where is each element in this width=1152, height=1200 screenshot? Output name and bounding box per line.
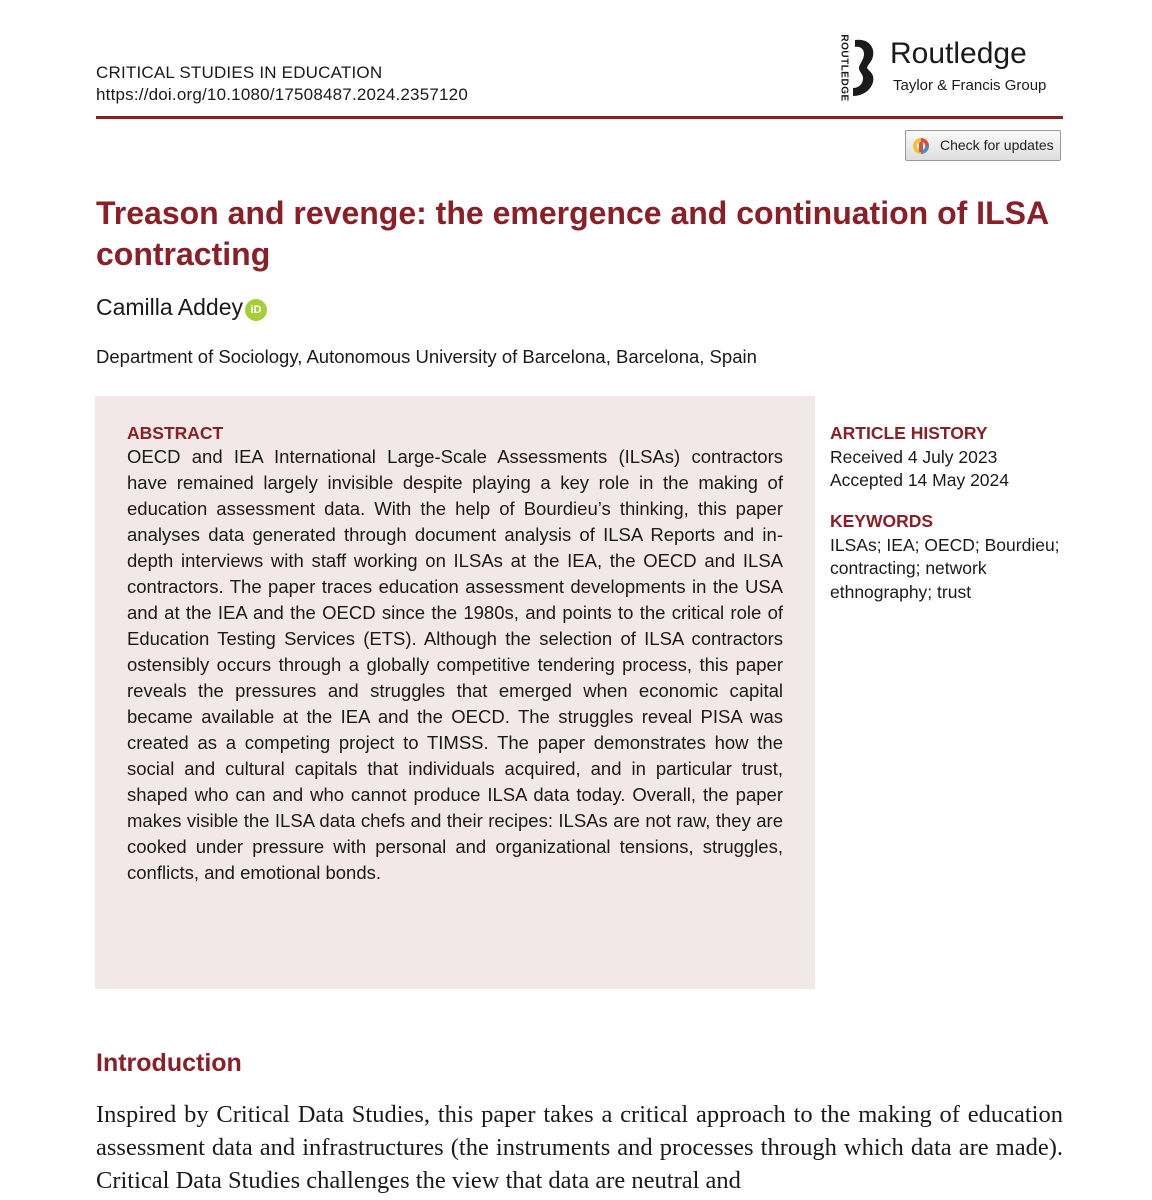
received-date: Received 4 July 2023 <box>830 446 998 467</box>
author-affiliation: Department of Sociology, Autonomous University of Barcelona, Barcelona, Spain <box>96 346 757 367</box>
journal-name: CRITICAL STUDIES IN EDUCATION <box>96 63 383 82</box>
article-history-heading: ARTICLE HISTORY <box>830 423 988 443</box>
check-for-updates-button[interactable] <box>905 130 1061 161</box>
introduction-heading: Introduction <box>96 1049 242 1077</box>
header-rule <box>96 116 1063 119</box>
keywords-line: ILSAs; IEA; OECD; Bourdieu; <box>830 534 1060 555</box>
publisher-logo <box>836 36 1068 102</box>
keywords-block <box>830 510 1070 604</box>
keywords-line: ethnography; trust <box>830 581 972 602</box>
check-for-updates-label: Check for updates <box>940 137 1054 153</box>
publisher-group: Taylor & Francis Group <box>893 77 1047 94</box>
doi-link[interactable]: https://doi.org/10.1080/17508487.2024.2357120 <box>96 85 468 104</box>
publisher-name: Routledge <box>890 37 1027 70</box>
keywords-line: contracting; network <box>830 558 987 578</box>
abstract-text: OECD and IEA International Large-Scale Assessments (ILSAs) contractors have remained largely invisible despite playing a key role in the making of education assessment data. With the help of Bourdieu’s thinking, this paper analyses data generated through document analysis of ILSA Reports and in-depth interviews with staff working on ILSAs at the IEA, the OECD and ILSA contractors. The paper traces education assessment developments in the USA and at the IEA and the OECD since the 1980s, and points to the critical role of Education Testing Services (ETS). Although the selection of ILSA contractors ostensibly occurs through a globally competitive tendering process, this paper reveals the pressures and struggles that emerged when economic capital became available at the IEA and the OECD. The struggles reveal PISA was created as a competing project to TIMSS. The paper demonstrates how the social and cultural capitals that individuals acquired, and in particular trust, shaped who can and who cannot produce ILSA data today. Overall, the paper makes visible the ILSA data chefs and their recipes: ILSAs are not raw, they are cooked under pressure with personal and organizational tensions, struggles, conflicts, and emotional bonds. <box>127 446 783 883</box>
introduction-text: Inspired by Critical Data Studies, this paper takes a critical approach to the making of education assessment data and infrastructures (the instruments and processes through which data are made). Critical Data Studies challenges the view that data are neutral and <box>96 1101 1063 1194</box>
article-history <box>830 422 1070 493</box>
author-name[interactable]: Camilla Addey <box>96 294 244 320</box>
abstract-heading: ABSTRACT <box>127 423 224 443</box>
accepted-date: Accepted 14 May 2024 <box>830 470 1010 490</box>
article-title: Treason and revenge: the emergence and continuation of ILSA contracting <box>96 195 1048 272</box>
orcid-icon[interactable]: iD <box>245 299 267 321</box>
publisher-vertical-label: ROUTLEDGE <box>838 34 850 102</box>
crossmark-icon <box>912 137 930 155</box>
keywords-heading: KEYWORDS <box>830 511 934 531</box>
author-line <box>96 292 267 322</box>
routledge-head-icon <box>851 38 877 98</box>
journal-header <box>96 62 468 106</box>
